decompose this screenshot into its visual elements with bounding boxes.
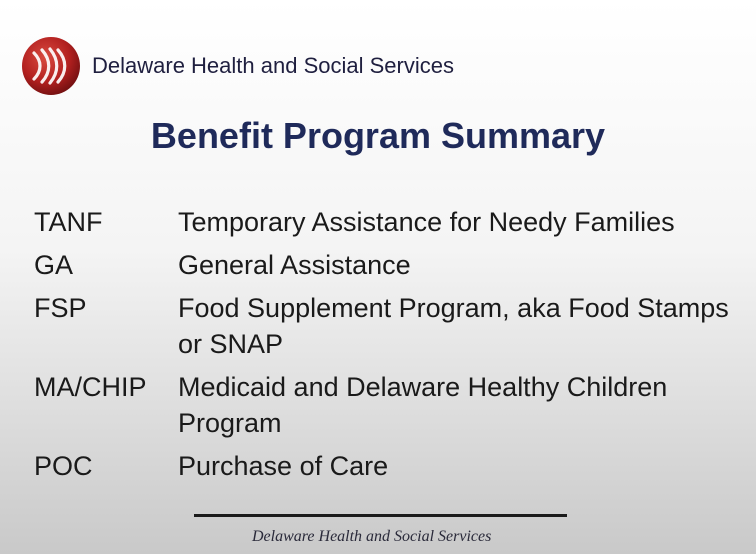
program-row-poc bbox=[34, 448, 749, 484]
program-abbr: FSP bbox=[34, 293, 87, 323]
program-row-fsp bbox=[34, 290, 749, 362]
program-abbr: MA/CHIP bbox=[34, 372, 147, 402]
program-abbr: POC bbox=[34, 451, 93, 481]
program-list bbox=[34, 204, 749, 491]
program-row-ga bbox=[34, 247, 749, 283]
program-abbr: TANF bbox=[34, 207, 103, 237]
footer-divider bbox=[194, 514, 567, 517]
program-row-ma-chip bbox=[34, 369, 749, 441]
org-name: Delaware Health and Social Services bbox=[92, 53, 454, 78]
program-name: Food Supplement Program, aka Food Stamps or SNAP bbox=[178, 293, 729, 359]
program-abbr: GA bbox=[34, 250, 74, 280]
footer-text: Delaware Health and Social Services bbox=[252, 528, 492, 545]
program-name: Purchase of Care bbox=[178, 451, 389, 481]
slide-title: Benefit Program Summary bbox=[150, 115, 606, 156]
program-name: Medicaid and Delaware Healthy Children Program bbox=[178, 372, 668, 438]
program-name: Temporary Assistance for Needy Families bbox=[178, 207, 675, 237]
dhss-logo-icon bbox=[20, 35, 82, 97]
program-name: General Assistance bbox=[178, 250, 411, 280]
program-row-tanf bbox=[34, 204, 749, 240]
